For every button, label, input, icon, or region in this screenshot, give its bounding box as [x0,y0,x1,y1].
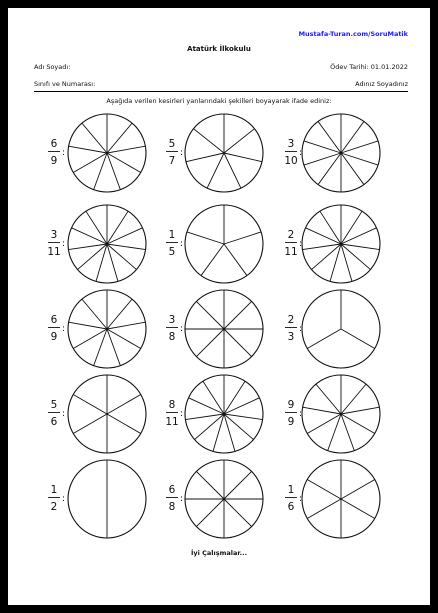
fraction-label [48,484,65,513]
fraction-denominator: 6 [287,501,295,513]
fraction-label [284,138,302,167]
teacher-label: Adınız Soyadınız [355,80,408,88]
fraction-circle[interactable] [302,290,380,368]
fraction-label [48,314,65,343]
fraction-denominator: 11 [165,416,179,428]
fraction-label [166,229,183,258]
school-title: Atatürk İlkokulu [187,45,251,53]
fraction-numerator: 1 [168,229,176,241]
date-label: Ödev Tarihi: 01.01.2022 [330,63,408,71]
fraction-numerator: 3 [50,229,58,241]
fraction-colon: : [299,494,303,504]
instruction-text: Aşağıda verilen kesirleri yanlarındaki şekilleri boyayarak ifade ediniz: [106,97,332,105]
fraction-denominator: 2 [50,501,58,513]
fraction-denominator: 8 [168,501,176,513]
fraction-denominator: 11 [47,246,61,258]
fraction-circle[interactable] [185,290,263,368]
fraction-colon: : [62,409,66,419]
fraction-label [284,229,302,258]
fraction-numerator: 3 [287,138,295,150]
fraction-colon: : [180,494,184,504]
fraction-circle[interactable] [185,205,263,283]
fraction-colon: : [62,148,66,158]
fraction-denominator: 9 [287,416,295,428]
fraction-numerator: 8 [168,399,176,411]
fraction-circle[interactable] [302,114,380,192]
fraction-colon: : [299,324,303,334]
fraction-denominator: 11 [284,246,298,258]
fraction-denominator: 10 [284,155,298,167]
fraction-denominator: 8 [168,331,176,343]
fraction-numerator: 5 [50,399,58,411]
fraction-colon: : [62,324,66,334]
fraction-denominator: 7 [168,155,176,167]
fraction-colon: : [62,239,66,249]
fraction-numerator: 5 [168,138,176,150]
fraction-circle[interactable] [185,114,263,192]
fraction-numerator: 9 [287,399,295,411]
fraction-numerator: 3 [168,314,176,326]
fraction-numerator: 1 [50,484,58,496]
fraction-denominator: 5 [168,246,176,258]
fraction-numerator: 2 [287,229,295,241]
fraction-label [166,314,183,343]
fraction-circle[interactable] [185,460,263,538]
fraction-circle[interactable] [68,205,146,283]
fraction-circle[interactable] [68,114,146,192]
fraction-colon: : [180,324,184,334]
fraction-denominator: 9 [50,331,58,343]
fraction-label [166,138,183,167]
fraction-label [285,314,302,343]
fraction-circle[interactable] [302,460,380,538]
fraction-denominator: 6 [50,416,58,428]
fraction-label [165,399,183,428]
fraction-denominator: 3 [287,331,295,343]
fraction-label [47,229,65,258]
fraction-colon: : [180,239,184,249]
fraction-numerator: 6 [50,138,58,150]
fraction-numerator: 1 [287,484,295,496]
site-link[interactable]: Mustafa-Turan.com/SoruMatik [298,30,408,38]
footer-text: İyi Çalışmalar... [190,549,248,557]
fraction-label [285,399,302,428]
name-label: Adı Soyadı: [34,63,71,71]
fraction-denominator: 9 [50,155,58,167]
fraction-circle[interactable] [68,460,146,538]
fraction-circle[interactable] [68,290,146,368]
class-label: Sınıfı ve Numarası: [34,80,96,88]
fraction-circle[interactable] [185,375,263,453]
fraction-label [48,399,65,428]
fraction-colon: : [62,494,66,504]
fraction-colon: : [299,148,303,158]
fraction-colon: : [299,239,303,249]
fraction-colon: : [180,409,184,419]
fraction-colon: : [299,409,303,419]
fraction-label [166,484,183,513]
fraction-circle[interactable] [302,205,380,283]
fraction-circle[interactable] [302,375,380,453]
fraction-label [48,138,65,167]
fraction-label [285,484,302,513]
fraction-circle[interactable] [68,375,146,453]
fraction-colon: : [180,148,184,158]
fraction-numerator: 2 [287,314,295,326]
fraction-numerator: 6 [50,314,58,326]
fraction-numerator: 6 [168,484,176,496]
